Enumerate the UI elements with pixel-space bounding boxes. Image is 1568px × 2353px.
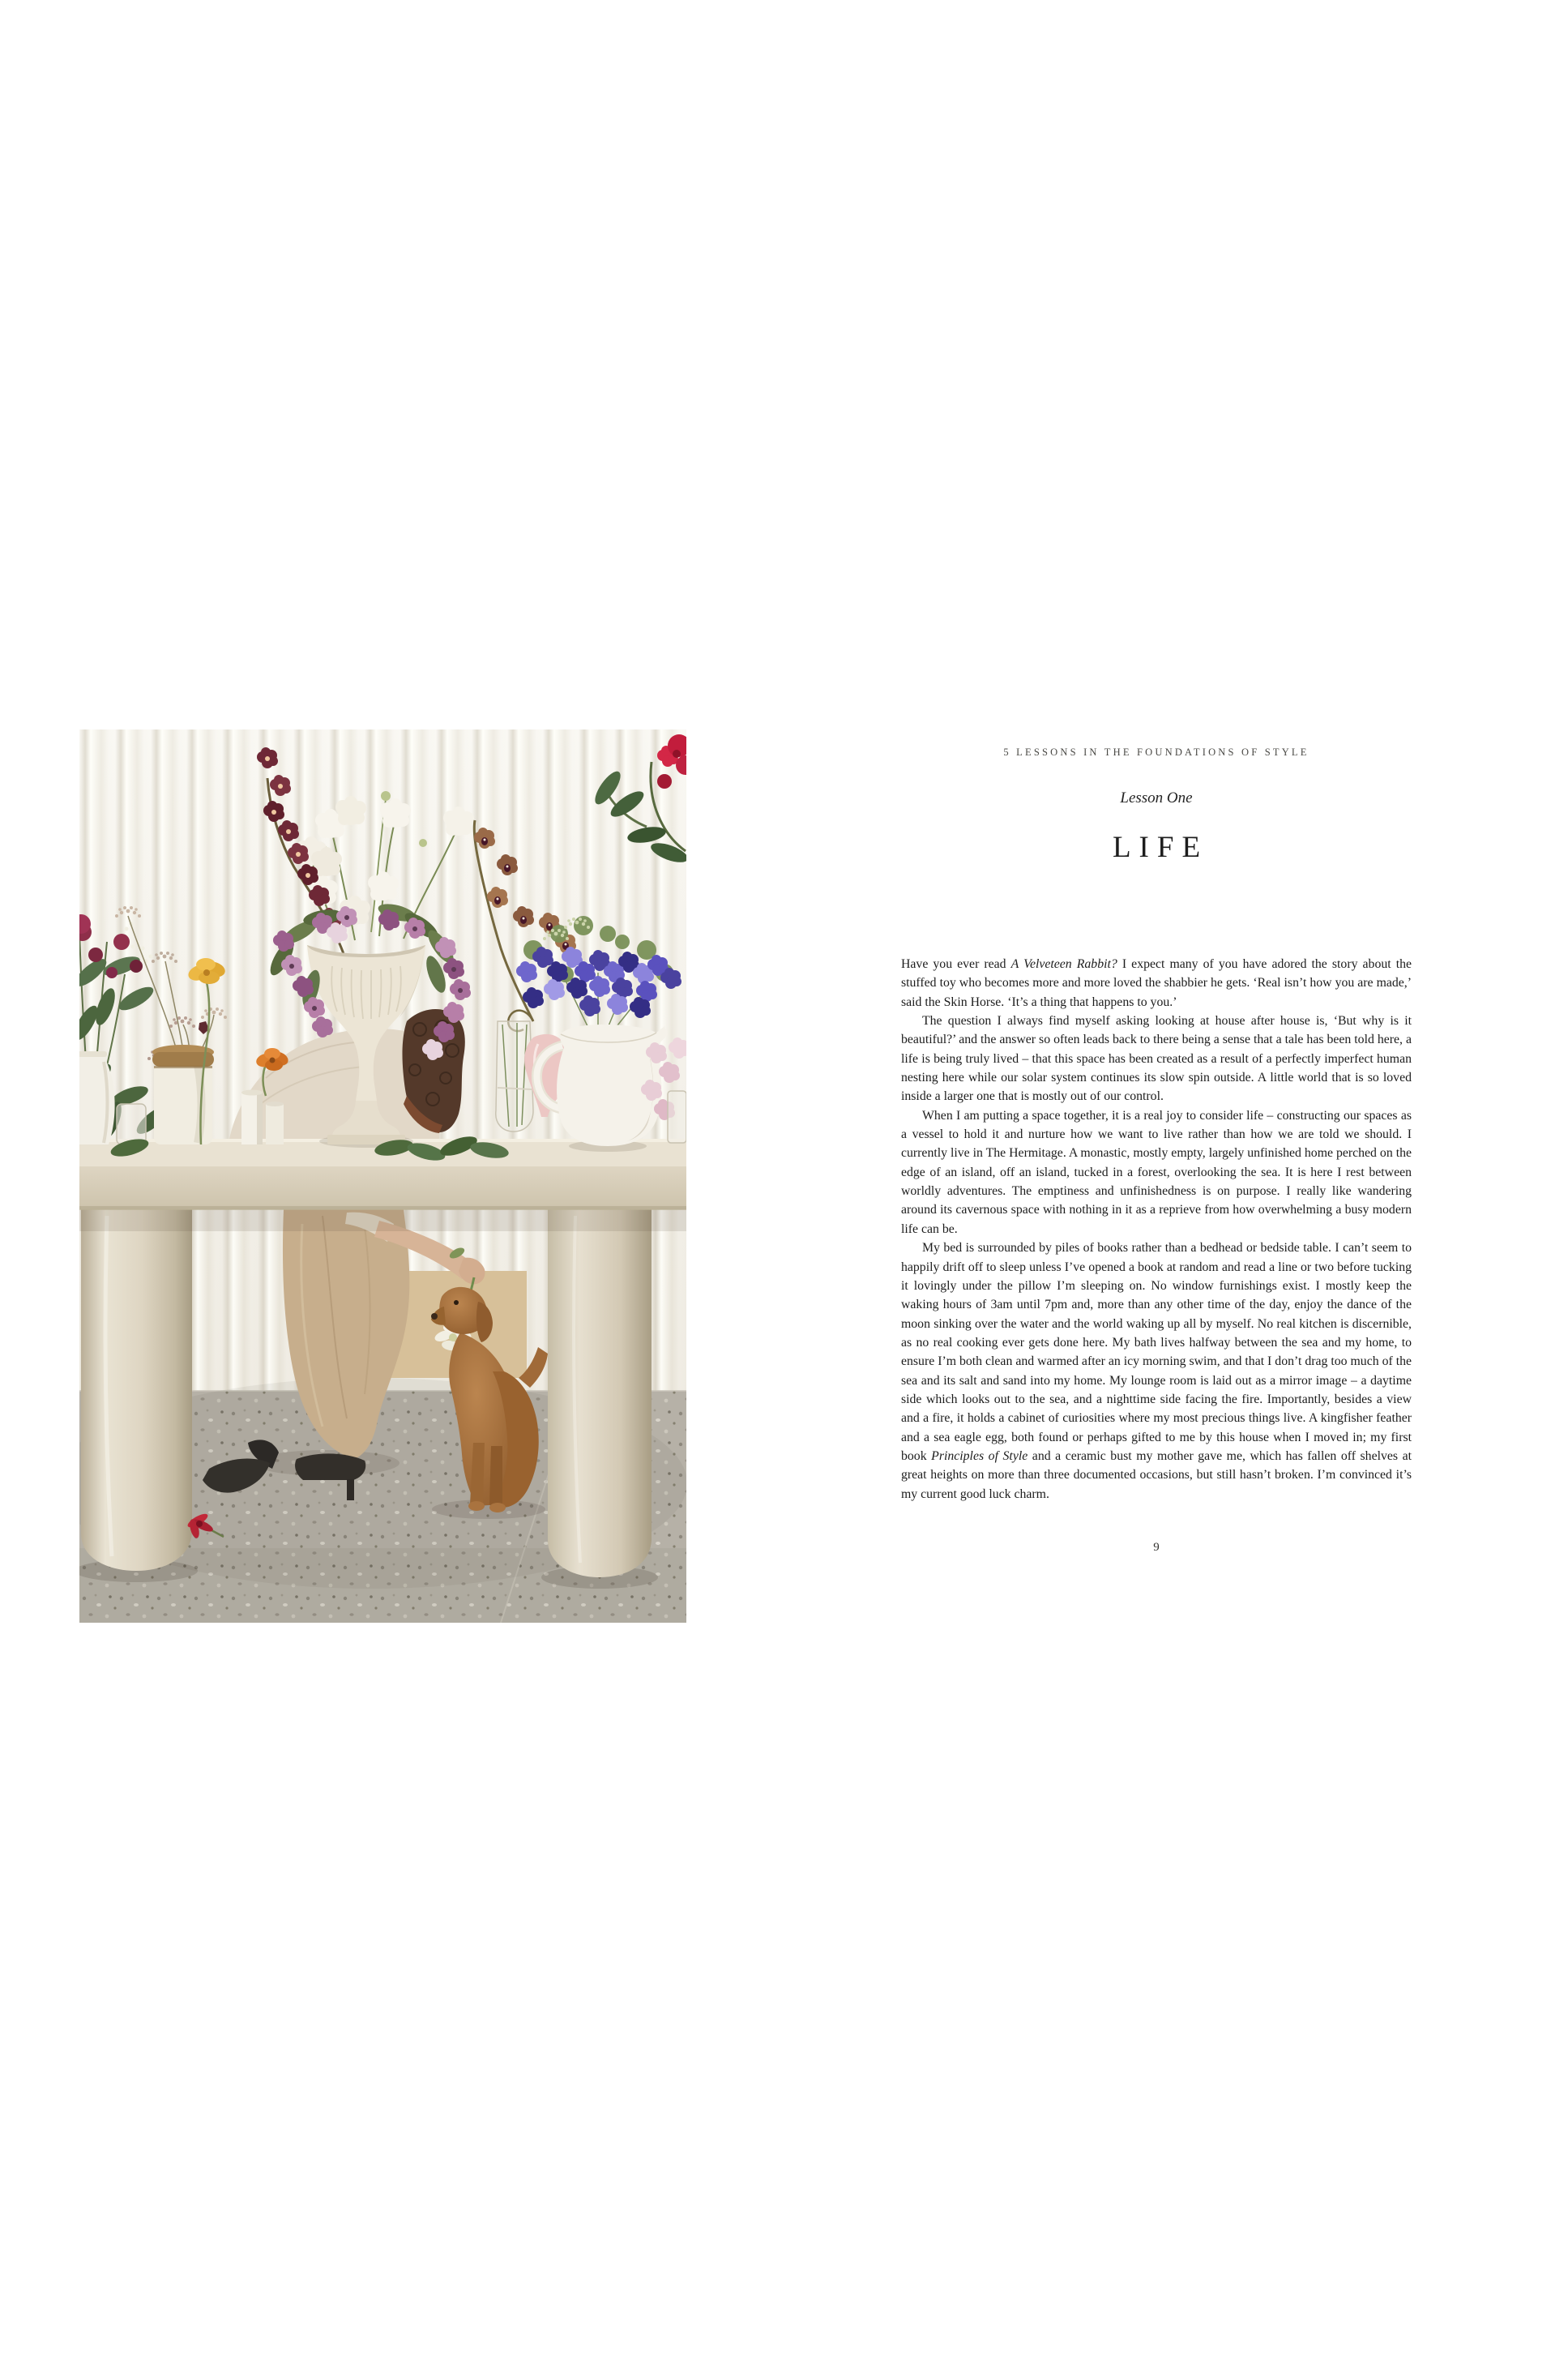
paragraph: My bed is surrounded by piles of books rather than a bedhead or bedside table. I can’t seem to happily drift off to sleep unless I’ve opened a book at random and read a line or two before tucking it lovingly under the pillow I’m sleeping on. No window furnishings exist. I mostly keep the waking hours of 3am until 7pm and, more than any other time of the day, enjoy the dance of the moon sinking over the water and the world waking up all by myself. No real kitchen is discernible, as no real cooking ever gets done here. My bath lives halfway between the sea and my home, to ensure I’m both clean and warmed after an icy morning swim, and that I don’t drag too much of the sea and its salt and sand into my home. My lounge room is laid out as a mirror image – a daytime side which looks out to the sea, and a nighttime side facing the fire. Importantly, besides a view and a fire, it holds a cabinet of curiosities where my most precious things live. A kingfisher feather and a sea eagle egg, both found or perhaps gifted to me by this house when I moved in; my first book Principles of Style and a ceramic bust my mother gave me, which has fallen off shelves at great heights on more than three documented occasions, but still hasn’t broken. I’m convinced it’s my current good luck charm. bbox=[901, 1241, 1412, 1501]
photo-flowers-table bbox=[79, 729, 686, 1623]
burgundy-orchids bbox=[257, 747, 341, 929]
body-text bbox=[901, 955, 1412, 1504]
page-number: 9 bbox=[1153, 1541, 1160, 1554]
text-column bbox=[901, 729, 1412, 1589]
sweet-peas bbox=[516, 947, 681, 1018]
paragraph: Have you ever read A Velveteen Rabbit? I expect many of you have adored the story about the stuffed toy who becomes more and more loved the shabbier he gets. ‘Real isn’t how you are made,’ said the Skin Horse. ‘It’s a thing that happens to you.’ bbox=[901, 957, 1412, 1009]
red-camellia bbox=[591, 734, 686, 866]
paragraph: When I am putting a space together, it is a real joy to consider life – constructing our spaces as a vessel to hold it and nurture how we want to live rather than how we are told we should. I currently live in The Hermitage. A monastic, mostly empty, largely unfinished home perched on the edge of an island, off an island, tucked in a forest, overlooking the sea. It is here I rest between worldly adventures. The emptiness and unfinishedness is on purpose. I really like wandering around its cavernous space with nothing in it as a reprieve from how overwhelming a busy modern life can be. bbox=[901, 1108, 1412, 1236]
chapter-title: LIFE bbox=[1112, 831, 1209, 864]
photo-illustration bbox=[79, 729, 686, 1623]
sweetpea-pitcher-group bbox=[496, 916, 686, 1152]
yellow-poppy bbox=[186, 958, 227, 984]
lesson-label: Lesson One bbox=[1120, 789, 1193, 806]
paragraph: The question I always find myself asking looking at house after house is, ‘But why is it beautiful?’ and the answer so often leads back to there being a sense that a tale has been told here, a life is being truly lived – that this space has been created as a result of a perfectly imperfect human nesting here while our solar system continues its slow spin outside. A little world that is so loved inside a larger one that is mostly out of our control. bbox=[901, 1014, 1412, 1104]
running-head: 5 LESSONS IN THE FOUNDATIONS OF STYLE bbox=[1003, 747, 1310, 758]
woman-hair bbox=[403, 1009, 465, 1133]
